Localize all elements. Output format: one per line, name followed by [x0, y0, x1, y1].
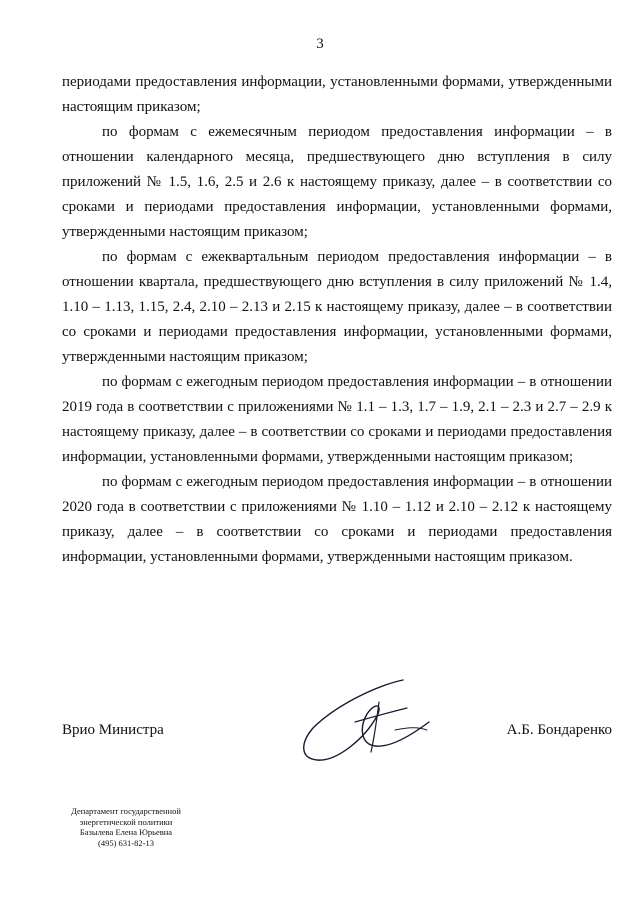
- paragraph-continuation: периодами предоставления информации, установленными формами, утвержденными настоящим приказом;: [62, 74, 612, 115]
- paragraph-annual-forms-2020: по формам с ежегодным периодом предоставления информации – в отношении 2020 года в соответствии с приложениями № 1.10 – 1.12 и 2.10 – 2.12 к настоящему приказу, далее – в соответствии со сроками и периодами предоставления информации, установленными формами, утвержденными настоящим приказом.: [62, 474, 612, 565]
- executor-name: Базылева Елена Юрьевна: [79, 827, 173, 837]
- paragraph-annual-forms-2019: по формам с ежегодным периодом предоставления информации – в отношении 2019 года в соответствии с приложениями № 1.1 – 1.3, 1.7 – 1.9, 2.1 – 2.3 и 2.7 – 2.9 к настоящему приказу, далее – в соответствии со сроками и периодами предоставления информации, установленными формами, утвержденными настоящим приказом;: [62, 374, 612, 465]
- executor-department-continued: энергетической политики: [79, 816, 173, 827]
- executor-info: [62, 806, 190, 848]
- document-body: [62, 70, 612, 570]
- executor-phone: (495) 631-82-13: [98, 837, 154, 848]
- paragraph-monthly-forms: по формам с ежемесячным периодом предоставления информации – в отношении календарного месяца, предшествующего дню вступления в силу приложений № 1.5, 1.6, 2.5 и 2.6 к настоящему приказу, далее – в соответствии со сроками и периодами предоставления информации, установленными формами, утвержденными настоящим приказом;: [62, 124, 612, 240]
- signatory-title: Врио Министра: [62, 722, 164, 738]
- executor-department: Департамент государственной: [71, 806, 181, 816]
- signatory-name: А.Б. Бондаренко: [506, 722, 612, 738]
- paragraph-quarterly-forms: по формам с ежеквартальным периодом предоставления информации – в отношении квартала, предшествующего дню вступления в силу приложений № 1.4, 1.10 – 1.13, 1.15, 2.4, 2.10 – 2.13 и 2.15 к настоящему приказу, далее – в соответствии со сроками и периодами предоставления информации, установленными формами, утвержденными настоящим приказом;: [62, 249, 612, 365]
- page-number: 3: [316, 36, 324, 52]
- signature-block: [62, 722, 612, 746]
- handwritten-signature: [295, 672, 435, 767]
